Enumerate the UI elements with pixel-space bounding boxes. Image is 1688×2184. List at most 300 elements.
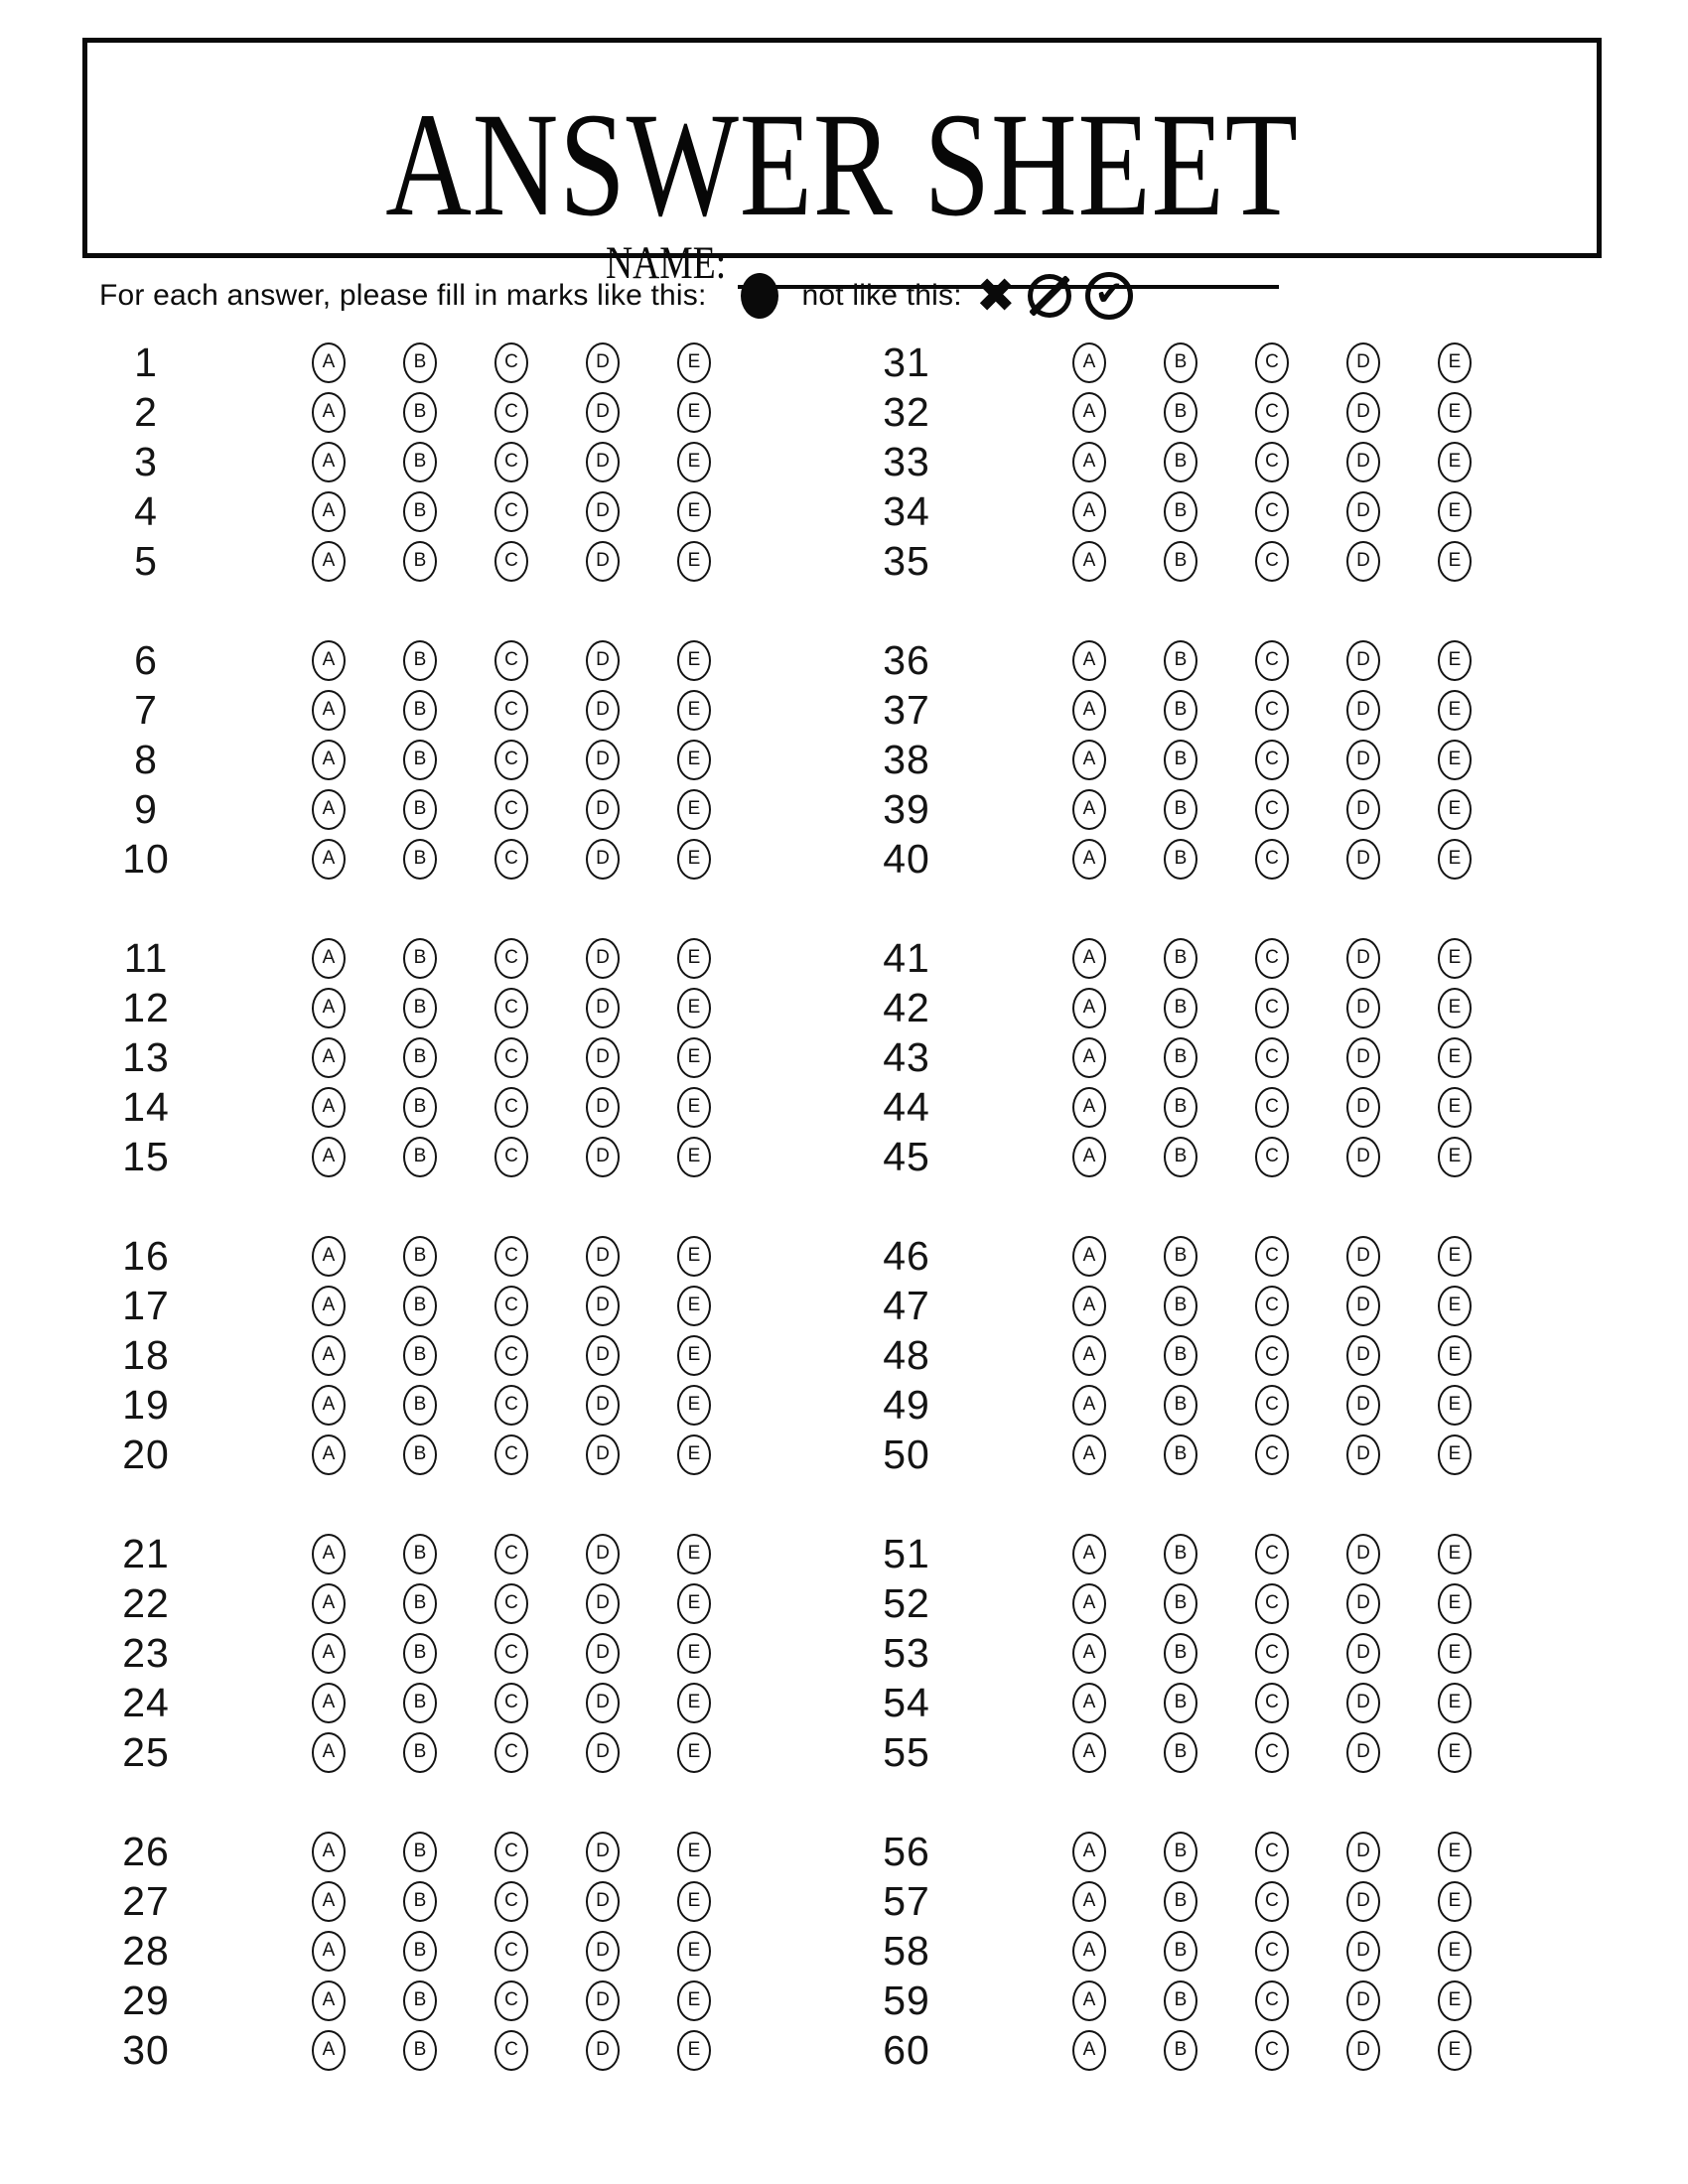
bubble-option-b[interactable]: B [1164, 1881, 1197, 1922]
bubble-option-c[interactable]: C [1255, 1385, 1289, 1426]
bubble-option-e[interactable]: E [1438, 988, 1472, 1028]
bubble-option-b[interactable]: B [1164, 1335, 1197, 1376]
bubble-option-e[interactable]: E [677, 938, 711, 979]
bubble-option-c[interactable]: C [1255, 1683, 1289, 1723]
bubble-option-d[interactable]: D [586, 1037, 620, 1078]
bubble-option-d[interactable]: D [586, 1335, 620, 1376]
bubble-option-a[interactable]: A [312, 789, 346, 830]
bubble-option-d[interactable]: D [1346, 1732, 1380, 1773]
bubble-option-a[interactable]: A [1072, 1633, 1106, 1674]
bubble-option-c[interactable]: C [494, 1980, 528, 2021]
bubble-option-c[interactable]: C [494, 1534, 528, 1574]
bubble-option-e[interactable]: E [677, 1832, 711, 1872]
bubble-option-a[interactable]: A [312, 1534, 346, 1574]
bubble-option-c[interactable]: C [494, 541, 528, 582]
bubble-option-a[interactable]: A [1072, 640, 1106, 681]
bubble-option-e[interactable]: E [677, 2030, 711, 2071]
bubble-option-a[interactable]: A [312, 690, 346, 731]
bubble-option-e[interactable]: E [677, 740, 711, 780]
bubble-option-e[interactable]: E [1438, 1434, 1472, 1475]
bubble-option-e[interactable]: E [677, 1683, 711, 1723]
bubble-option-c[interactable]: C [1255, 1881, 1289, 1922]
bubble-option-a[interactable]: A [1072, 1980, 1106, 2021]
bubble-option-e[interactable]: E [1438, 1931, 1472, 1972]
bubble-option-d[interactable]: D [586, 1633, 620, 1674]
bubble-option-a[interactable]: A [312, 1583, 346, 1624]
bubble-option-d[interactable]: D [586, 740, 620, 780]
bubble-option-b[interactable]: B [1164, 1385, 1197, 1426]
bubble-option-a[interactable]: A [1072, 491, 1106, 532]
bubble-option-c[interactable]: C [1255, 1236, 1289, 1277]
bubble-option-a[interactable]: A [312, 491, 346, 532]
bubble-option-a[interactable]: A [1072, 1583, 1106, 1624]
bubble-option-c[interactable]: C [1255, 1583, 1289, 1624]
bubble-option-c[interactable]: C [1255, 392, 1289, 433]
bubble-option-e[interactable]: E [677, 1881, 711, 1922]
bubble-option-c[interactable]: C [1255, 988, 1289, 1028]
bubble-option-d[interactable]: D [1346, 1335, 1380, 1376]
bubble-option-b[interactable]: B [403, 1335, 437, 1376]
bubble-option-b[interactable]: B [1164, 1633, 1197, 1674]
bubble-option-d[interactable]: D [1346, 690, 1380, 731]
bubble-option-c[interactable]: C [494, 342, 528, 383]
bubble-option-e[interactable]: E [677, 1633, 711, 1674]
bubble-option-a[interactable]: A [312, 392, 346, 433]
bubble-option-b[interactable]: B [1164, 442, 1197, 482]
bubble-option-d[interactable]: D [586, 1137, 620, 1177]
bubble-option-b[interactable]: B [403, 1832, 437, 1872]
bubble-option-d[interactable]: D [1346, 1385, 1380, 1426]
bubble-option-d[interactable]: D [1346, 2030, 1380, 2071]
bubble-option-d[interactable]: D [1346, 1931, 1380, 1972]
bubble-option-b[interactable]: B [403, 690, 437, 731]
bubble-option-c[interactable]: C [1255, 690, 1289, 731]
bubble-option-d[interactable]: D [586, 392, 620, 433]
bubble-option-d[interactable]: D [1346, 839, 1380, 880]
bubble-option-c[interactable]: C [1255, 342, 1289, 383]
bubble-option-e[interactable]: E [677, 1037, 711, 1078]
bubble-option-c[interactable]: C [1255, 1087, 1289, 1128]
bubble-option-e[interactable]: E [677, 1931, 711, 1972]
bubble-option-d[interactable]: D [586, 1732, 620, 1773]
bubble-option-e[interactable]: E [677, 1236, 711, 1277]
bubble-option-e[interactable]: E [1438, 541, 1472, 582]
bubble-option-b[interactable]: B [403, 740, 437, 780]
bubble-option-e[interactable]: E [677, 442, 711, 482]
bubble-option-c[interactable]: C [494, 740, 528, 780]
bubble-option-a[interactable]: A [312, 541, 346, 582]
bubble-option-c[interactable]: C [1255, 1037, 1289, 1078]
bubble-option-a[interactable]: A [1072, 1236, 1106, 1277]
bubble-option-e[interactable]: E [1438, 1385, 1472, 1426]
bubble-option-d[interactable]: D [1346, 442, 1380, 482]
bubble-option-b[interactable]: B [1164, 1683, 1197, 1723]
bubble-option-d[interactable]: D [586, 342, 620, 383]
bubble-option-c[interactable]: C [1255, 1137, 1289, 1177]
bubble-option-e[interactable]: E [1438, 2030, 1472, 2071]
bubble-option-d[interactable]: D [586, 491, 620, 532]
bubble-option-b[interactable]: B [1164, 1931, 1197, 1972]
bubble-option-c[interactable]: C [1255, 541, 1289, 582]
bubble-option-c[interactable]: C [494, 1633, 528, 1674]
bubble-option-b[interactable]: B [403, 938, 437, 979]
bubble-option-c[interactable]: C [1255, 1534, 1289, 1574]
bubble-option-b[interactable]: B [403, 2030, 437, 2071]
bubble-option-c[interactable]: C [494, 1335, 528, 1376]
bubble-option-b[interactable]: B [403, 1087, 437, 1128]
bubble-option-a[interactable]: A [1072, 1881, 1106, 1922]
bubble-option-a[interactable]: A [312, 839, 346, 880]
bubble-option-a[interactable]: A [1072, 1137, 1106, 1177]
bubble-option-e[interactable]: E [1438, 640, 1472, 681]
bubble-option-e[interactable]: E [1438, 1534, 1472, 1574]
bubble-option-b[interactable]: B [403, 1534, 437, 1574]
bubble-option-e[interactable]: E [677, 839, 711, 880]
bubble-option-d[interactable]: D [1346, 1087, 1380, 1128]
bubble-option-b[interactable]: B [403, 839, 437, 880]
bubble-option-b[interactable]: B [403, 640, 437, 681]
bubble-option-b[interactable]: B [1164, 1832, 1197, 1872]
bubble-option-e[interactable]: E [1438, 690, 1472, 731]
bubble-option-a[interactable]: A [312, 1732, 346, 1773]
bubble-option-d[interactable]: D [1346, 1683, 1380, 1723]
bubble-option-e[interactable]: E [1438, 1732, 1472, 1773]
bubble-option-a[interactable]: A [1072, 1286, 1106, 1326]
bubble-option-d[interactable]: D [1346, 1881, 1380, 1922]
bubble-option-a[interactable]: A [312, 1137, 346, 1177]
bubble-option-d[interactable]: D [586, 938, 620, 979]
bubble-option-a[interactable]: A [312, 442, 346, 482]
bubble-option-b[interactable]: B [1164, 392, 1197, 433]
bubble-option-c[interactable]: C [494, 1087, 528, 1128]
bubble-option-b[interactable]: B [403, 1385, 437, 1426]
bubble-option-b[interactable]: B [1164, 988, 1197, 1028]
bubble-option-b[interactable]: B [403, 789, 437, 830]
bubble-option-d[interactable]: D [586, 1583, 620, 1624]
bubble-option-d[interactable]: D [1346, 988, 1380, 1028]
bubble-option-b[interactable]: B [403, 342, 437, 383]
bubble-option-a[interactable]: A [1072, 1931, 1106, 1972]
bubble-option-b[interactable]: B [1164, 1732, 1197, 1773]
bubble-option-a[interactable]: A [1072, 392, 1106, 433]
bubble-option-b[interactable]: B [403, 1931, 437, 1972]
bubble-option-d[interactable]: D [586, 1980, 620, 2021]
bubble-option-c[interactable]: C [494, 442, 528, 482]
bubble-option-c[interactable]: C [494, 1881, 528, 1922]
bubble-option-a[interactable]: A [312, 938, 346, 979]
bubble-option-d[interactable]: D [586, 1385, 620, 1426]
bubble-option-c[interactable]: C [494, 1583, 528, 1624]
bubble-option-c[interactable]: C [1255, 839, 1289, 880]
bubble-option-b[interactable]: B [403, 1583, 437, 1624]
bubble-option-c[interactable]: C [494, 1236, 528, 1277]
bubble-option-a[interactable]: A [1072, 1683, 1106, 1723]
bubble-option-a[interactable]: A [1072, 938, 1106, 979]
bubble-option-a[interactable]: A [1072, 789, 1106, 830]
bubble-option-b[interactable]: B [1164, 2030, 1197, 2071]
bubble-option-c[interactable]: C [494, 2030, 528, 2071]
bubble-option-b[interactable]: B [403, 1633, 437, 1674]
bubble-option-c[interactable]: C [494, 1434, 528, 1475]
bubble-option-b[interactable]: B [403, 1137, 437, 1177]
bubble-option-d[interactable]: D [586, 1832, 620, 1872]
bubble-option-c[interactable]: C [494, 1137, 528, 1177]
bubble-option-c[interactable]: C [1255, 1286, 1289, 1326]
bubble-option-a[interactable]: A [312, 1832, 346, 1872]
bubble-option-a[interactable]: A [1072, 1534, 1106, 1574]
bubble-option-a[interactable]: A [312, 1434, 346, 1475]
bubble-option-c[interactable]: C [494, 1732, 528, 1773]
bubble-option-d[interactable]: D [586, 789, 620, 830]
bubble-option-c[interactable]: C [494, 839, 528, 880]
bubble-option-b[interactable]: B [1164, 1037, 1197, 1078]
bubble-option-d[interactable]: D [586, 1286, 620, 1326]
bubble-option-e[interactable]: E [677, 1087, 711, 1128]
bubble-option-b[interactable]: B [1164, 541, 1197, 582]
bubble-option-d[interactable]: D [1346, 1534, 1380, 1574]
bubble-option-a[interactable]: A [312, 1931, 346, 1972]
bubble-option-e[interactable]: E [677, 1732, 711, 1773]
bubble-option-d[interactable]: D [586, 1087, 620, 1128]
bubble-option-c[interactable]: C [494, 1385, 528, 1426]
bubble-option-b[interactable]: B [1164, 1980, 1197, 2021]
bubble-option-d[interactable]: D [1346, 1832, 1380, 1872]
bubble-option-b[interactable]: B [403, 1732, 437, 1773]
bubble-option-e[interactable]: E [1438, 1633, 1472, 1674]
bubble-option-a[interactable]: A [312, 1236, 346, 1277]
bubble-option-d[interactable]: D [586, 988, 620, 1028]
bubble-option-e[interactable]: E [677, 541, 711, 582]
bubble-option-d[interactable]: D [586, 1236, 620, 1277]
bubble-option-d[interactable]: D [1346, 1583, 1380, 1624]
bubble-option-d[interactable]: D [586, 2030, 620, 2071]
bubble-option-c[interactable]: C [494, 1832, 528, 1872]
bubble-option-b[interactable]: B [1164, 690, 1197, 731]
bubble-option-b[interactable]: B [1164, 1534, 1197, 1574]
bubble-option-a[interactable]: A [1072, 1732, 1106, 1773]
bubble-option-b[interactable]: B [1164, 839, 1197, 880]
bubble-option-d[interactable]: D [1346, 1980, 1380, 2021]
bubble-option-d[interactable]: D [1346, 1137, 1380, 1177]
bubble-option-e[interactable]: E [1438, 342, 1472, 383]
bubble-option-a[interactable]: A [1072, 1385, 1106, 1426]
bubble-option-a[interactable]: A [312, 1087, 346, 1128]
bubble-option-d[interactable]: D [586, 1434, 620, 1475]
bubble-option-a[interactable]: A [312, 342, 346, 383]
bubble-option-b[interactable]: B [1164, 342, 1197, 383]
bubble-option-a[interactable]: A [312, 740, 346, 780]
bubble-option-b[interactable]: B [403, 1980, 437, 2021]
bubble-option-a[interactable]: A [1072, 1832, 1106, 1872]
bubble-option-d[interactable]: D [586, 640, 620, 681]
bubble-option-d[interactable]: D [1346, 392, 1380, 433]
bubble-option-a[interactable]: A [1072, 988, 1106, 1028]
bubble-option-e[interactable]: E [1438, 1286, 1472, 1326]
bubble-option-e[interactable]: E [1438, 1881, 1472, 1922]
bubble-option-c[interactable]: C [1255, 2030, 1289, 2071]
bubble-option-e[interactable]: E [677, 690, 711, 731]
bubble-option-e[interactable]: E [677, 342, 711, 383]
bubble-option-c[interactable]: C [494, 640, 528, 681]
bubble-option-b[interactable]: B [1164, 1286, 1197, 1326]
bubble-option-d[interactable]: D [586, 839, 620, 880]
bubble-option-e[interactable]: E [1438, 442, 1472, 482]
bubble-option-b[interactable]: B [403, 491, 437, 532]
bubble-option-a[interactable]: A [312, 1633, 346, 1674]
bubble-option-d[interactable]: D [1346, 1434, 1380, 1475]
bubble-option-a[interactable]: A [1072, 1037, 1106, 1078]
bubble-option-c[interactable]: C [494, 789, 528, 830]
bubble-option-d[interactable]: D [586, 1534, 620, 1574]
bubble-option-b[interactable]: B [1164, 1434, 1197, 1475]
bubble-option-b[interactable]: B [403, 442, 437, 482]
bubble-option-c[interactable]: C [1255, 640, 1289, 681]
bubble-option-c[interactable]: C [1255, 491, 1289, 532]
bubble-option-d[interactable]: D [1346, 938, 1380, 979]
bubble-option-c[interactable]: C [494, 1286, 528, 1326]
bubble-option-c[interactable]: C [1255, 1335, 1289, 1376]
bubble-option-e[interactable]: E [1438, 740, 1472, 780]
bubble-option-e[interactable]: E [1438, 1832, 1472, 1872]
bubble-option-e[interactable]: E [1438, 1683, 1472, 1723]
bubble-option-a[interactable]: A [312, 1980, 346, 2021]
bubble-option-e[interactable]: E [1438, 1236, 1472, 1277]
bubble-option-e[interactable]: E [677, 1335, 711, 1376]
bubble-option-c[interactable]: C [1255, 1633, 1289, 1674]
bubble-option-c[interactable]: C [1255, 1434, 1289, 1475]
bubble-option-a[interactable]: A [312, 640, 346, 681]
bubble-option-b[interactable]: B [403, 392, 437, 433]
bubble-option-b[interactable]: B [403, 1236, 437, 1277]
bubble-option-e[interactable]: E [1438, 1980, 1472, 2021]
bubble-option-a[interactable]: A [1072, 1087, 1106, 1128]
bubble-option-e[interactable]: E [1438, 491, 1472, 532]
bubble-option-c[interactable]: C [494, 938, 528, 979]
bubble-option-e[interactable]: E [1438, 789, 1472, 830]
bubble-option-d[interactable]: D [1346, 1633, 1380, 1674]
bubble-option-d[interactable]: D [586, 1881, 620, 1922]
bubble-option-b[interactable]: B [1164, 640, 1197, 681]
bubble-option-a[interactable]: A [1072, 442, 1106, 482]
bubble-option-e[interactable]: E [677, 1385, 711, 1426]
bubble-option-e[interactable]: E [677, 789, 711, 830]
bubble-option-e[interactable]: E [677, 988, 711, 1028]
bubble-option-a[interactable]: A [312, 1037, 346, 1078]
bubble-option-c[interactable]: C [494, 1683, 528, 1723]
bubble-option-c[interactable]: C [1255, 740, 1289, 780]
bubble-option-d[interactable]: D [586, 1931, 620, 1972]
bubble-option-d[interactable]: D [1346, 789, 1380, 830]
bubble-option-b[interactable]: B [1164, 1583, 1197, 1624]
bubble-option-a[interactable]: A [1072, 541, 1106, 582]
bubble-option-a[interactable]: A [1072, 740, 1106, 780]
bubble-option-b[interactable]: B [1164, 491, 1197, 532]
bubble-option-d[interactable]: D [1346, 342, 1380, 383]
bubble-option-c[interactable]: C [1255, 789, 1289, 830]
bubble-option-d[interactable]: D [586, 442, 620, 482]
bubble-option-b[interactable]: B [403, 1881, 437, 1922]
bubble-option-a[interactable]: A [1072, 2030, 1106, 2071]
bubble-option-a[interactable]: A [312, 1881, 346, 1922]
bubble-option-e[interactable]: E [677, 1434, 711, 1475]
bubble-option-c[interactable]: C [1255, 1832, 1289, 1872]
bubble-option-b[interactable]: B [403, 1037, 437, 1078]
bubble-option-e[interactable]: E [1438, 1087, 1472, 1128]
bubble-option-e[interactable]: E [677, 1137, 711, 1177]
bubble-option-c[interactable]: C [1255, 1980, 1289, 2021]
bubble-option-b[interactable]: B [403, 988, 437, 1028]
bubble-option-e[interactable]: E [1438, 1583, 1472, 1624]
bubble-option-e[interactable]: E [1438, 1037, 1472, 1078]
bubble-option-d[interactable]: D [1346, 1286, 1380, 1326]
bubble-option-e[interactable]: E [677, 1534, 711, 1574]
bubble-option-e[interactable]: E [1438, 1335, 1472, 1376]
bubble-option-c[interactable]: C [494, 491, 528, 532]
bubble-option-a[interactable]: A [1072, 690, 1106, 731]
bubble-option-b[interactable]: B [403, 1434, 437, 1475]
bubble-option-b[interactable]: B [403, 1683, 437, 1723]
bubble-option-e[interactable]: E [677, 491, 711, 532]
bubble-option-a[interactable]: A [312, 2030, 346, 2071]
bubble-option-c[interactable]: C [1255, 938, 1289, 979]
bubble-option-e[interactable]: E [677, 1583, 711, 1624]
bubble-option-d[interactable]: D [1346, 491, 1380, 532]
bubble-option-e[interactable]: E [677, 392, 711, 433]
bubble-option-d[interactable]: D [586, 690, 620, 731]
bubble-option-a[interactable]: A [312, 1385, 346, 1426]
bubble-option-e[interactable]: E [1438, 392, 1472, 433]
bubble-option-a[interactable]: A [1072, 1335, 1106, 1376]
bubble-option-a[interactable]: A [312, 1683, 346, 1723]
bubble-option-c[interactable]: C [494, 690, 528, 731]
bubble-option-a[interactable]: A [1072, 839, 1106, 880]
bubble-option-a[interactable]: A [1072, 1434, 1106, 1475]
bubble-option-c[interactable]: C [494, 1037, 528, 1078]
bubble-option-c[interactable]: C [494, 1931, 528, 1972]
bubble-option-e[interactable]: E [677, 1980, 711, 2021]
bubble-option-c[interactable]: C [1255, 442, 1289, 482]
bubble-option-e[interactable]: E [677, 1286, 711, 1326]
bubble-option-b[interactable]: B [1164, 1137, 1197, 1177]
bubble-option-d[interactable]: D [586, 541, 620, 582]
bubble-option-e[interactable]: E [1438, 1137, 1472, 1177]
bubble-option-b[interactable]: B [1164, 789, 1197, 830]
bubble-option-d[interactable]: D [1346, 1236, 1380, 1277]
bubble-option-c[interactable]: C [1255, 1931, 1289, 1972]
bubble-option-b[interactable]: B [1164, 740, 1197, 780]
bubble-option-a[interactable]: A [1072, 342, 1106, 383]
bubble-option-e[interactable]: E [1438, 839, 1472, 880]
bubble-option-a[interactable]: A [312, 1286, 346, 1326]
bubble-option-b[interactable]: B [403, 1286, 437, 1326]
bubble-option-a[interactable]: A [312, 1335, 346, 1376]
bubble-option-c[interactable]: C [494, 392, 528, 433]
bubble-option-e[interactable]: E [1438, 938, 1472, 979]
bubble-option-b[interactable]: B [1164, 1087, 1197, 1128]
bubble-option-c[interactable]: C [1255, 1732, 1289, 1773]
bubble-option-b[interactable]: B [1164, 1236, 1197, 1277]
bubble-option-e[interactable]: E [677, 640, 711, 681]
bubble-option-a[interactable]: A [312, 988, 346, 1028]
bubble-option-c[interactable]: C [494, 988, 528, 1028]
bubble-option-d[interactable]: D [1346, 1037, 1380, 1078]
bubble-option-b[interactable]: B [403, 541, 437, 582]
bubble-option-d[interactable]: D [1346, 740, 1380, 780]
bubble-option-d[interactable]: D [1346, 640, 1380, 681]
bubble-option-d[interactable]: D [586, 1683, 620, 1723]
bubble-option-b[interactable]: B [1164, 938, 1197, 979]
bubble-option-d[interactable]: D [1346, 541, 1380, 582]
